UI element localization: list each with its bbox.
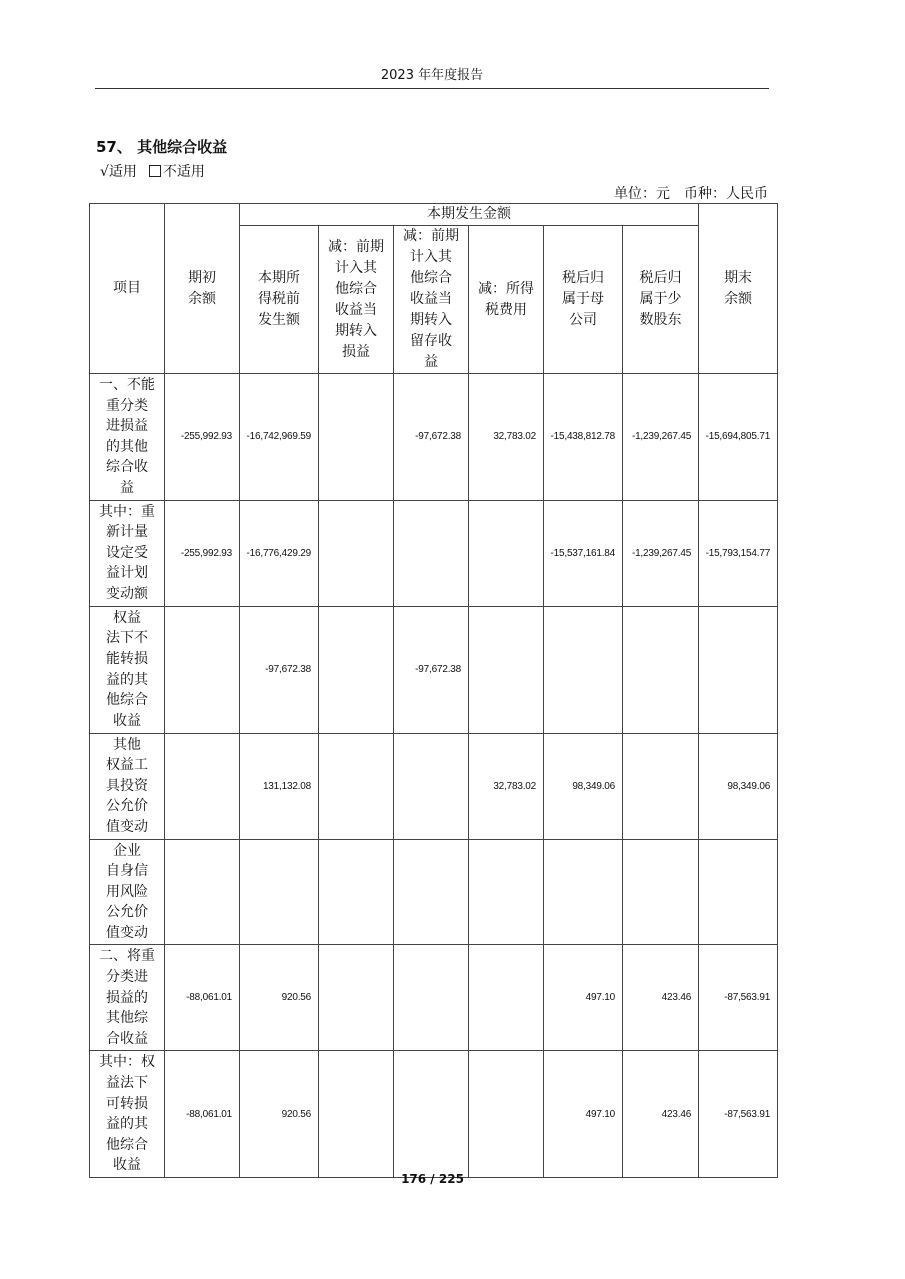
row-label-line: 益的其 (106, 1116, 148, 1133)
row-label-line: 综合收 (106, 459, 148, 476)
cell-retained (394, 839, 469, 945)
cell-retained (394, 1051, 469, 1178)
cell-pretax: -16,742,969.59 (240, 374, 319, 501)
cell-begin: -255,992.93 (165, 374, 240, 501)
row-label-line: 其中：重 (99, 503, 155, 520)
table-row (90, 374, 778, 501)
row-label-line: 其他 (113, 736, 141, 753)
applicable-mark: √适用 (100, 164, 137, 180)
header-opening-balance: 期初 余额 (165, 204, 240, 374)
row-label-line: 变动额 (106, 585, 148, 602)
row-label-line: 权益工 (106, 757, 148, 774)
cell-end: -15,694,805.71 (699, 374, 778, 501)
row-label-line: 能转损 (106, 650, 148, 667)
row-label (90, 500, 165, 606)
cell-retained (394, 500, 469, 606)
other-comprehensive-income-table (89, 203, 778, 1178)
row-label (90, 733, 165, 839)
row-label-line: 一、不能 (99, 377, 155, 393)
cell-tax (469, 1051, 544, 1178)
row-label (90, 606, 165, 733)
table-row (90, 945, 778, 1051)
row-label-line: 新计量 (106, 524, 148, 541)
row-label-line: 二、将重 (99, 948, 155, 965)
cell-recycled (319, 839, 394, 945)
table-row (90, 606, 778, 733)
row-label-line: 分类进 (106, 969, 148, 986)
row-label-line: 企业 (113, 842, 141, 859)
header-item: 项目 (90, 204, 165, 374)
cell-parent: 98,349.06 (544, 733, 623, 839)
page-number: 176 / 225 (401, 1172, 464, 1186)
section-title: 57、 其他综合收益 (96, 138, 228, 156)
cell-minority (623, 839, 699, 945)
page-header: 2023 年年度报告 (95, 64, 769, 89)
cell-parent: -15,438,812.78 (544, 374, 623, 501)
cell-pretax: -16,776,429.29 (240, 500, 319, 606)
header-after-tax-minority: 税后归 属于少 数股东 (623, 226, 699, 374)
row-label-line: 进损益 (106, 418, 148, 435)
row-label-line: 值变动 (106, 924, 148, 941)
cell-end: -87,563.91 (699, 1051, 778, 1178)
row-label-line: 他综合 (106, 692, 148, 709)
cell-retained: -97,672.38 (394, 606, 469, 733)
cell-tax: 32,783.02 (469, 374, 544, 501)
cell-pretax: 131,132.08 (240, 733, 319, 839)
row-label-line: 他综合 (106, 1136, 148, 1153)
cell-tax (469, 606, 544, 733)
cell-parent: -15,537,161.84 (544, 500, 623, 606)
row-label-line: 益 (120, 479, 134, 496)
row-label-line: 益计划 (106, 565, 148, 582)
cell-begin: -88,061.01 (165, 1051, 240, 1178)
cell-retained: -97,672.38 (394, 374, 469, 501)
row-label-line: 益法下 (106, 1075, 148, 1092)
row-label-line: 收益 (113, 1157, 141, 1174)
header-after-tax-parent: 税后归 属于母 公司 (544, 226, 623, 374)
row-label (90, 839, 165, 945)
cell-minority (623, 733, 699, 839)
cell-recycled (319, 606, 394, 733)
row-label (90, 1051, 165, 1178)
table-row (90, 500, 778, 606)
cell-parent (544, 839, 623, 945)
unit-currency-note: 单位：元 币种：人民币 (614, 186, 768, 202)
cell-end: -15,793,154.77 (699, 500, 778, 606)
applicability-line (100, 161, 205, 181)
row-label-line: 法下不 (106, 630, 148, 647)
cell-recycled (319, 500, 394, 606)
cell-tax (469, 500, 544, 606)
cell-tax: 32,783.02 (469, 733, 544, 839)
table-row (90, 733, 778, 839)
row-label-line: 合收益 (106, 1030, 148, 1047)
row-label-line: 收益 (113, 712, 141, 729)
row-label-line: 具投资 (106, 777, 148, 794)
cell-end: 98,349.06 (699, 733, 778, 839)
row-label-line: 其他综 (106, 1010, 148, 1027)
cell-recycled (319, 733, 394, 839)
header-less-recycled-to-retained: 减：前期 计入其 他综合 收益当 期转入 留存收 益 (394, 226, 469, 374)
cell-pretax: 920.56 (240, 945, 319, 1051)
row-label-line: 设定受 (106, 544, 148, 561)
cell-recycled (319, 374, 394, 501)
unchecked-box-icon (149, 165, 161, 177)
cell-pretax (240, 839, 319, 945)
table-row (90, 1051, 778, 1178)
row-label-line: 用风险 (106, 883, 148, 900)
header-current-period-group: 本期发生金额 (240, 204, 699, 226)
cell-pretax: 920.56 (240, 1051, 319, 1178)
row-label-line: 公允价 (106, 904, 148, 921)
cell-begin: -88,061.01 (165, 945, 240, 1051)
cell-pretax: -97,672.38 (240, 606, 319, 733)
row-label-line: 其中：权 (99, 1054, 155, 1071)
row-label-line: 值变动 (106, 818, 148, 835)
cell-retained (394, 945, 469, 1051)
cell-begin (165, 839, 240, 945)
header-less-recycled-to-pnl: 减：前期 计入其 他综合 收益当 期转入 损益 (319, 226, 394, 374)
row-label (90, 374, 165, 501)
header-pretax-amount: 本期所 得税前 发生额 (240, 226, 319, 374)
cell-end (699, 606, 778, 733)
table-row (90, 839, 778, 945)
row-label-line: 自身信 (106, 863, 148, 880)
cell-tax (469, 839, 544, 945)
cell-minority: -1,239,267.45 (623, 500, 699, 606)
row-label-line: 权益 (113, 609, 141, 626)
cell-recycled (319, 1051, 394, 1178)
cell-end: -87,563.91 (699, 945, 778, 1051)
header-closing-balance: 期末 余额 (699, 204, 778, 374)
cell-begin (165, 733, 240, 839)
cell-parent (544, 606, 623, 733)
header-less-income-tax: 减：所得 税费用 (469, 226, 544, 374)
cell-minority: 423.46 (623, 1051, 699, 1178)
cell-end (699, 839, 778, 945)
cell-minority: 423.46 (623, 945, 699, 1051)
row-label-line: 的其他 (106, 438, 148, 455)
row-label-line: 公允价 (106, 798, 148, 815)
row-label-line: 可转损 (106, 1095, 148, 1112)
row-label (90, 945, 165, 1051)
cell-begin (165, 606, 240, 733)
row-label-line: 益的其 (106, 671, 148, 688)
cell-begin: -255,992.93 (165, 500, 240, 606)
cell-tax (469, 945, 544, 1051)
cell-parent: 497.10 (544, 1051, 623, 1178)
not-applicable-label: 不适用 (162, 164, 205, 180)
cell-minority: -1,239,267.45 (623, 374, 699, 501)
cell-parent: 497.10 (544, 945, 623, 1051)
cell-recycled (319, 945, 394, 1051)
cell-minority (623, 606, 699, 733)
row-label-line: 损益的 (106, 989, 148, 1006)
cell-retained (394, 733, 469, 839)
row-label-line: 重分类 (106, 397, 148, 414)
